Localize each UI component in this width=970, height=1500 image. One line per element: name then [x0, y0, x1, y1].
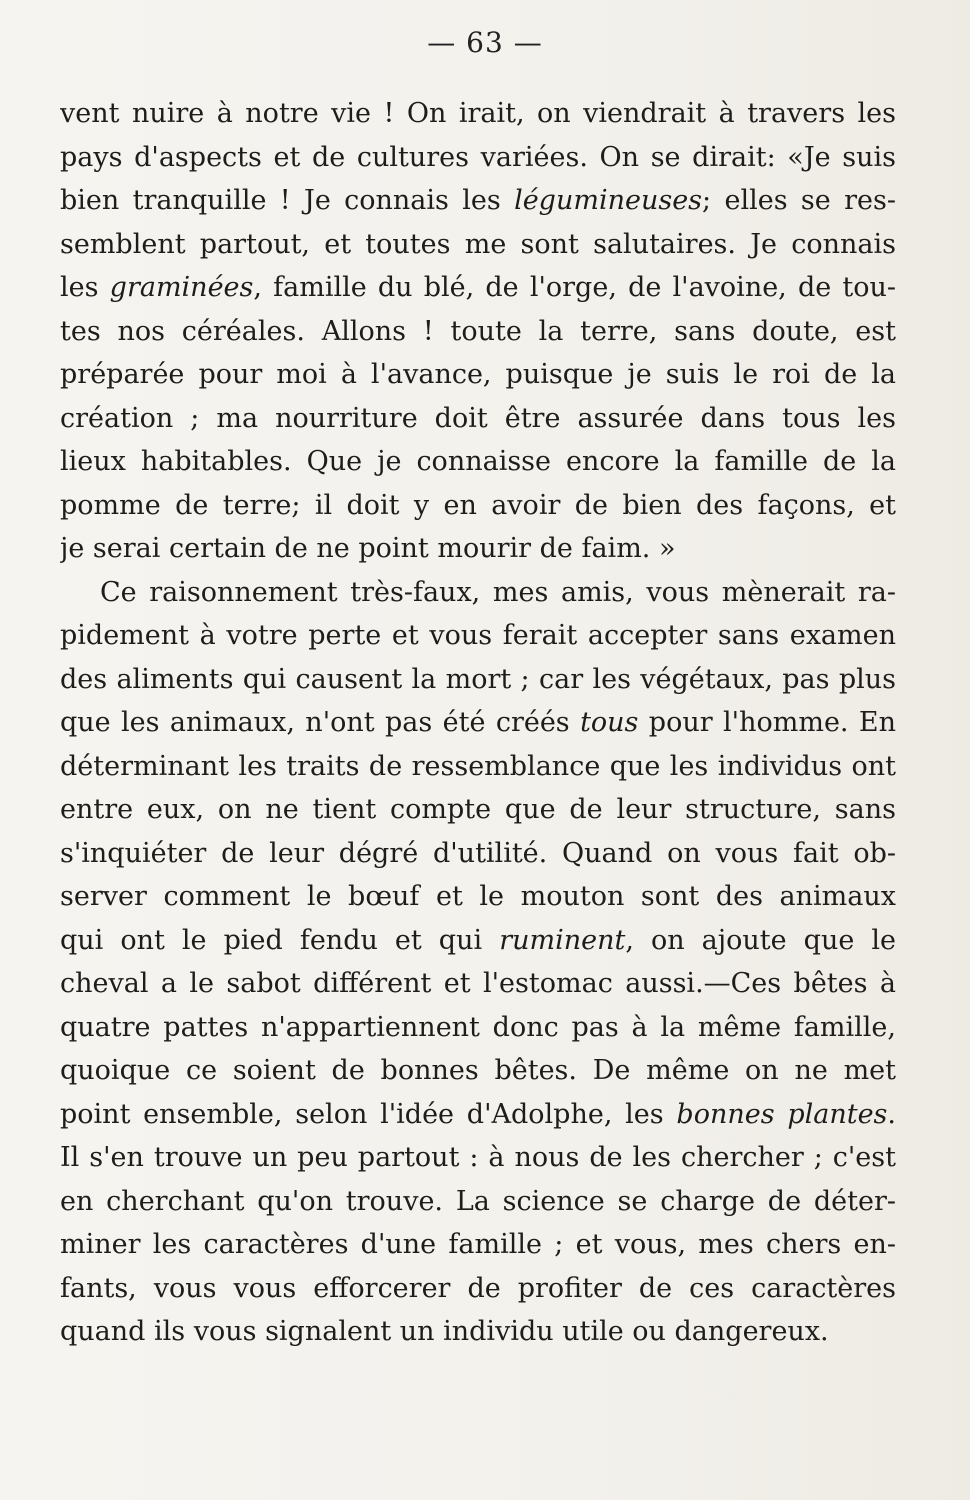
text-span: .	[887, 1098, 896, 1130]
text-span: pour l'homme. En	[638, 707, 896, 738]
text-line	[60, 832, 896, 876]
text-span: vent nuire à notre vie ! On irait, on viendrait à travers les	[60, 98, 896, 129]
text-line	[60, 92, 896, 136]
text-span: pomme de terre; il doit y en avoir de bien des façons, et	[60, 489, 896, 521]
text-line	[60, 962, 896, 1006]
text-span: semblent partout, et toutes me sont salutaires. Je connais	[60, 228, 896, 260]
text-span: , famille du blé, de l'orge, de l'avoine, de tou-	[253, 272, 896, 303]
text-span: lieux habitables. Que je connaisse encore la famille de la	[60, 446, 896, 477]
text-span: qui ont le pied fendu et qui	[60, 924, 500, 956]
text-span: que les animaux, n'ont pas été créés	[60, 707, 581, 738]
italic-term: légumineuses	[514, 185, 703, 216]
text-span: des aliments qui causent la mort ; car les végétaux, pas plus	[60, 663, 896, 695]
text-span: server comment le bœuf et le mouton sont des animaux	[60, 881, 896, 912]
text-line	[60, 353, 896, 397]
text-span: bien tranquille ! Je connais les	[60, 185, 515, 216]
text-span: miner les caractères d'une famille ; et vous, mes chers en-	[60, 1229, 896, 1260]
text-span: je serai certain de ne point mourir de faim. »	[60, 533, 676, 564]
text-line	[60, 1267, 896, 1311]
text-span: fants, vous vous efforcerer de profiter de ces caractères	[60, 1272, 896, 1304]
text-line	[60, 701, 896, 745]
page-number: — 63 —	[427, 26, 543, 59]
text-line	[60, 1180, 896, 1224]
text-line	[60, 484, 896, 528]
text-span: entre eux, on ne tient compte que de leur structure, sans	[60, 794, 896, 825]
text-line	[60, 1136, 896, 1180]
text-line	[60, 1049, 896, 1093]
text-span: les	[60, 272, 110, 303]
text-line	[60, 875, 896, 919]
text-span: création ; ma nourriture doit être assurée dans tous les	[60, 402, 896, 434]
text-line	[60, 266, 896, 310]
text-span: pays d'aspects et de cultures variées. On se dirait: «Je suis	[60, 141, 896, 173]
text-line	[60, 527, 896, 571]
text-span: Ce raisonnement très-faux, mes amis, vous mènerait ra-	[100, 576, 896, 608]
text-line	[60, 1310, 896, 1354]
italic-term: ruminent	[499, 924, 626, 956]
italic-term: bonnes plantes	[676, 1098, 888, 1130]
text-line	[60, 440, 896, 484]
text-line	[60, 1223, 896, 1267]
text-line	[60, 614, 896, 658]
text-line	[60, 397, 896, 441]
text-span: quatre pattes n'appartiennent donc pas à la même famille,	[60, 1011, 896, 1043]
italic-term: graminées	[109, 272, 254, 303]
text-span: préparée pour moi à l'avance, puisque je suis le roi de la	[60, 359, 896, 390]
italic-term: tous	[580, 707, 639, 738]
text-span: déterminant les traits de ressemblance que les individus ont	[60, 750, 896, 782]
text-span: pidement à votre perte et vous ferait accepter sans examen	[60, 620, 896, 651]
text-span: ; elles se res-	[702, 185, 896, 216]
text-line	[60, 1006, 896, 1050]
text-span: quand ils vous signalent un individu utile ou dangereux.	[60, 1316, 829, 1347]
text-span: point ensemble, selon l'idée d'Adolphe, les	[60, 1098, 677, 1130]
text-line	[60, 658, 896, 702]
text-span: tes nos céréales. Allons ! toute la terre, sans doute, est	[60, 315, 896, 347]
text-line	[60, 1093, 896, 1137]
text-span: cheval a le sabot différent et l'estomac aussi.—Ces bêtes à	[60, 968, 896, 999]
text-span: en cherchant qu'on trouve. La science se charge de déter-	[60, 1185, 896, 1217]
text-line	[60, 571, 896, 615]
text-span: s'inquiéter de leur dégré d'utilité. Quand on vous fait ob-	[60, 837, 896, 869]
text-line	[60, 745, 896, 789]
text-span: Il s'en trouve un peu partout : à nous de les chercher ; c'est	[60, 1142, 896, 1173]
text-line	[60, 788, 896, 832]
text-line	[60, 310, 896, 354]
text-span: quoique ce soient de bonnes bêtes. De même on ne met	[60, 1055, 896, 1086]
text-line	[60, 179, 896, 223]
body-text	[60, 92, 896, 1354]
text-line	[60, 919, 896, 963]
text-line	[60, 223, 896, 267]
text-line	[60, 136, 896, 180]
text-span: , on ajoute que le	[625, 924, 896, 956]
